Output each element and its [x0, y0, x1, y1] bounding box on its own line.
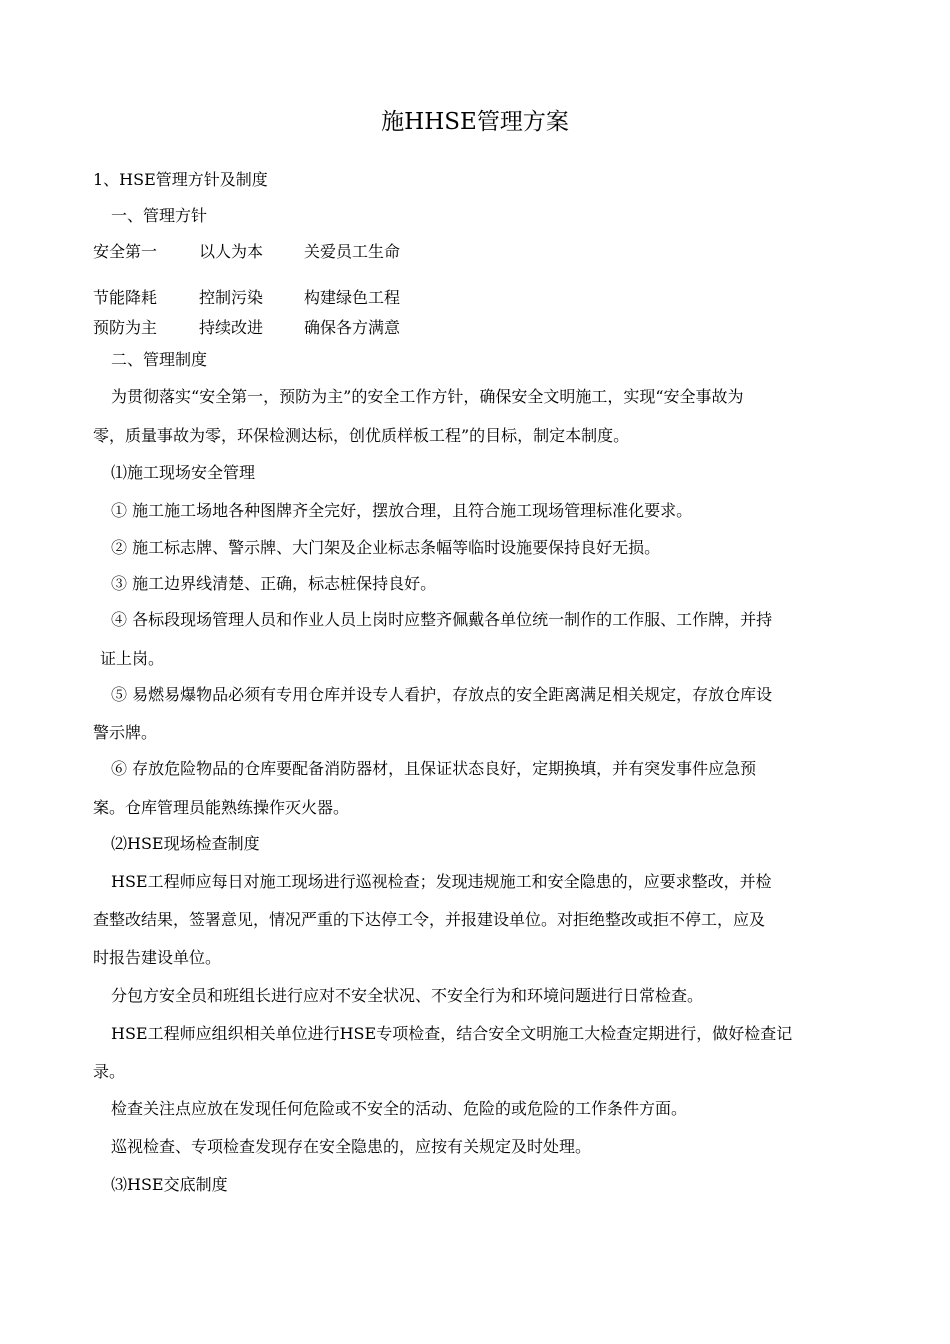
- motto-text: 持续改进: [199, 318, 264, 337]
- motto-text: 预防为主: [93, 318, 158, 337]
- motto-text: 确保各方满意: [304, 318, 401, 337]
- list-item: ③ 施工边界线清楚、正确，标志桩保持良好。: [111, 574, 437, 593]
- paragraph-line: 零，质量事故为零，环保检测达标，创优质样板工程”的目标，制定本制度。: [93, 426, 630, 445]
- paragraph-line: 时报告建设单位。: [93, 948, 222, 967]
- paragraph-line: 录。: [93, 1062, 126, 1081]
- list-item-continuation: 警示牌。: [93, 723, 158, 742]
- motto-text: 安全第一: [93, 242, 158, 261]
- paragraph-line: 检查关注点应放在发现任何危险或不安全的活动、危险的或危险的工作条件方面。: [111, 1099, 688, 1118]
- motto-text: 关爱员工生命: [304, 242, 401, 261]
- paragraph-line: 分包方安全员和班组长进行应对不安全状况、不安全行为和环境问题进行日常检查。: [111, 986, 704, 1005]
- motto-text: 以人为本: [199, 242, 264, 261]
- subsection-heading: ⑶HSE交底制度: [111, 1175, 228, 1194]
- paragraph-line: HSE工程师应组织相关单位进行HSE专项检查，结合安全文明施工大检查定期进行，做好检查记: [111, 1024, 793, 1043]
- subsection-heading: ⑵HSE现场检查制度: [111, 834, 260, 853]
- list-item: ④ 各标段现场管理人员和作业人员上岗时应整齐佩戴各单位统一制作的工作服、工作牌，并持: [111, 610, 773, 629]
- section-heading: 1、HSE管理方针及制度: [93, 170, 268, 189]
- list-item: ⑤ 易燃易爆物品必须有专用仓库并设专人看护，存放点的安全距离满足相关规定，存放仓库设: [111, 685, 773, 704]
- list-item-continuation: 案。仓库管理员能熟练操作灭火器。: [93, 798, 350, 817]
- list-item: ① 施工施工场地各种图牌齐全完好，摆放合理，且符合施工现场管理标准化要求。: [111, 501, 693, 520]
- paragraph-line: HSE工程师应每日对施工现场进行巡视检查；发现违规施工和安全隐患的，应要求整改，并检: [111, 872, 772, 891]
- motto-text: 节能降耗: [93, 288, 158, 307]
- list-item: ② 施工标志牌、警示牌、大门架及企业标志条幅等临时设施要保持良好无损。: [111, 538, 661, 557]
- paragraph-line: 查整改结果，签署意见，情况严重的下达停工令，并报建设单位。对拒绝整改或拒不停工，应及: [93, 910, 766, 929]
- list-item-continuation: 证上岗。: [100, 649, 165, 668]
- paragraph-line: 巡视检查、专项检查发现存在安全隐患的，应按有关规定及时处理。: [111, 1137, 592, 1156]
- document-title: 施HHSE管理方案: [381, 109, 569, 135]
- motto-text: 构建绿色工程: [304, 288, 401, 307]
- system-heading: 二、管理制度: [111, 350, 208, 369]
- motto-text: 控制污染: [199, 288, 264, 307]
- paragraph-line: 为贯彻落实“安全第一，预防为主”的安全工作方针，确保安全文明施工，实现“安全事故为: [111, 387, 744, 406]
- policy-heading: 一、管理方针: [111, 206, 208, 225]
- subsection-heading: ⑴施工现场安全管理: [111, 463, 256, 482]
- list-item: ⑥ 存放危险物品的仓库要配备消防器材，且保证状态良好，定期换填，并有突发事件应急预: [111, 759, 757, 778]
